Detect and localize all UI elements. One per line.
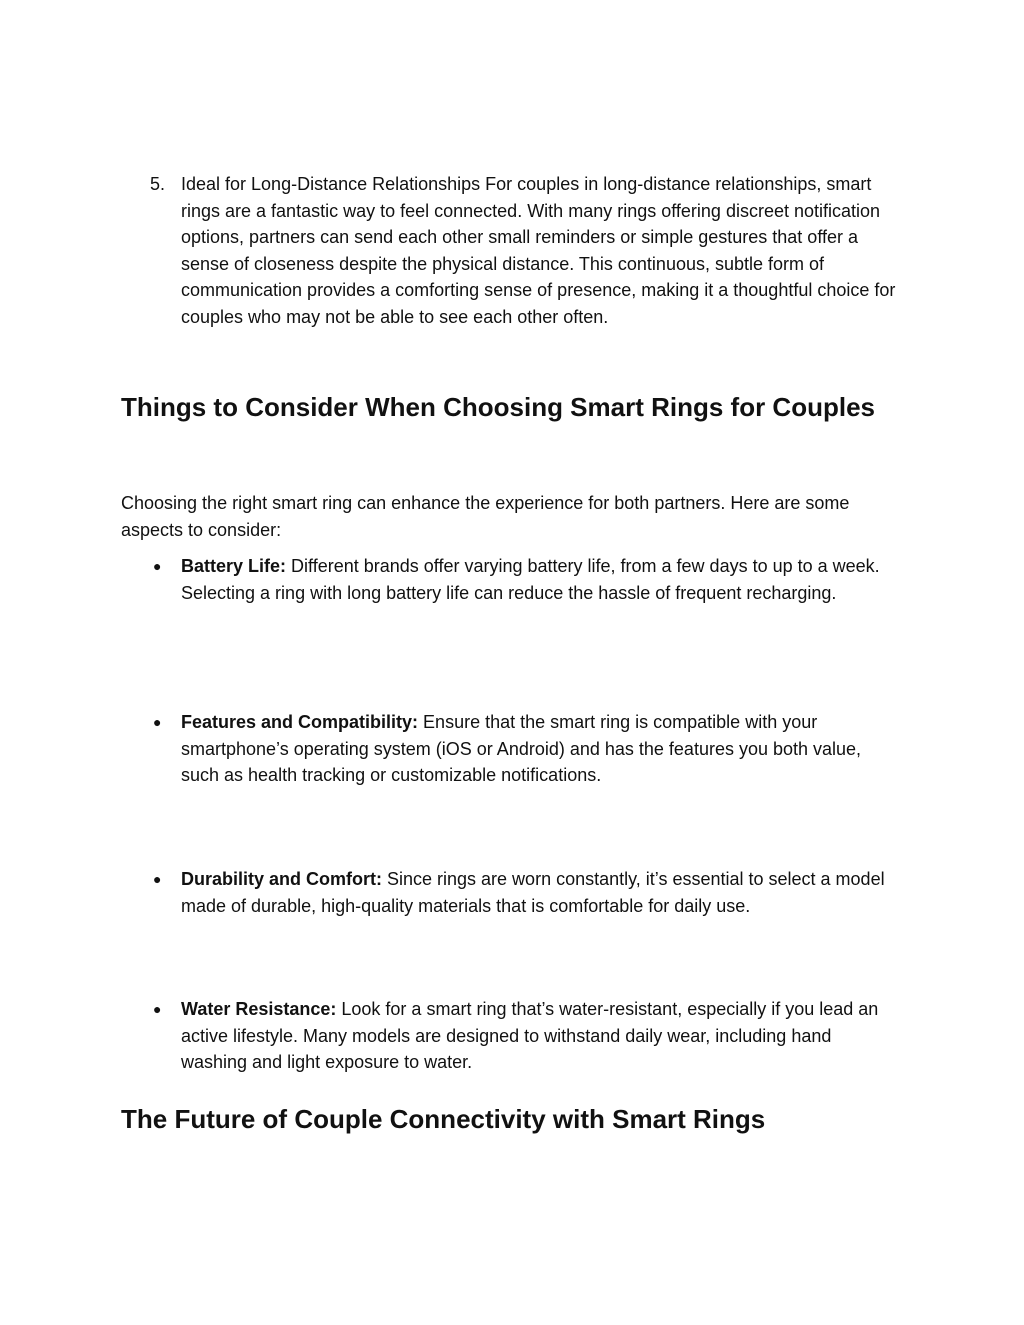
bullet-label: Durability and Comfort: xyxy=(181,869,382,889)
bullet-text xyxy=(181,866,901,919)
bullet-text xyxy=(181,553,901,606)
bullet-label: Battery Life: xyxy=(181,556,287,576)
bullet-item-water-resistance xyxy=(121,996,911,1076)
list-number: 5. xyxy=(150,174,166,194)
section-heading-things-to-consider: Things to Consider When Choosing Smart Rings for Couples xyxy=(121,392,875,422)
bullet-label: Features and Compatibility: xyxy=(181,712,419,732)
bullet-item-features-compatibility xyxy=(121,709,911,789)
list-item-text: Ideal for Long-Distance Relationships For couples in long-distance relationships, smart rings are a fantastic way to feel connected. With many rings offering discreet notification options, partners can send each other small reminders or simple gestures that offer a sense of closeness despite the physical distance. This continuous, subtle form of communication provides a comforting sense of presence, making it a thoughtful choice for couples who may not be able to see each other often. xyxy=(181,174,896,327)
section-intro-paragraph: Choosing the right smart ring can enhance the experience for both partners. Here are some aspects to consider: xyxy=(121,493,850,540)
bullet-body: Different brands offer varying battery life, from a few days to up to a week. Selecting a ring with long battery life can reduce the hassle of frequent recharging. xyxy=(181,556,880,603)
bullet-icon: ● xyxy=(153,714,162,730)
numbered-list-item-5 xyxy=(121,171,911,330)
bullet-body: Since rings are worn constantly, it’s essential to select a model made of durable, high-quality materials that is comfortable for daily use. xyxy=(181,869,885,916)
bullet-text xyxy=(181,996,901,1076)
bullet-icon: ● xyxy=(153,871,162,887)
bullet-body: Ensure that the smart ring is compatible with your smartphone’s operating system (iOS or Android) and has the features you both value, such as health tracking or customizable notifications. xyxy=(181,712,862,785)
bullet-item-durability-comfort xyxy=(121,866,911,919)
bullet-item-battery-life xyxy=(121,553,911,606)
bullet-icon: ● xyxy=(153,1001,162,1017)
bullet-body: Look for a smart ring that’s water-resistant, especially if you lead an active lifestyle. Many models are designed to withstand daily wear, including hand washing and light exposure to water. xyxy=(181,999,879,1072)
bullet-text xyxy=(181,709,901,789)
bullet-icon: ● xyxy=(153,558,162,574)
section-heading-future-connectivity: The Future of Couple Connectivity with Smart Rings xyxy=(121,1104,766,1134)
bullet-label: Water Resistance: xyxy=(181,999,337,1019)
